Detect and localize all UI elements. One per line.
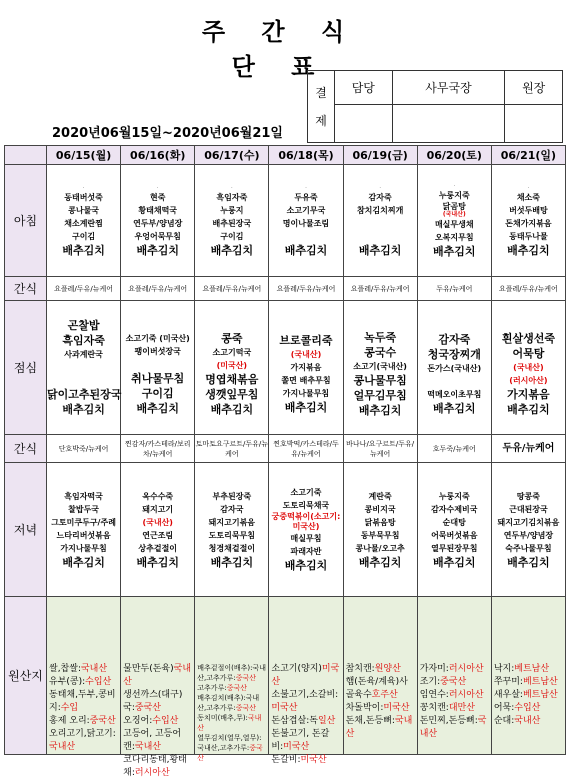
snack-cell: 호두죽/뉴케어 bbox=[417, 435, 491, 463]
approval-sign-2[interactable] bbox=[392, 105, 505, 143]
dinner-cell bbox=[269, 463, 343, 597]
origin-country: 러시아산 bbox=[134, 767, 170, 778]
origin-item: 어캔: bbox=[123, 728, 182, 752]
menu-item: 돈가스(국내산) bbox=[427, 364, 482, 373]
origin-item: 돈채,돈등뼈: bbox=[345, 715, 395, 726]
menu-item: 흰살생선죽 bbox=[501, 332, 555, 345]
origin-country: 미국산 bbox=[383, 702, 410, 713]
origin-item: 낙지: bbox=[493, 663, 515, 674]
menu-item: 배추김치 bbox=[136, 402, 179, 415]
menu-item: 곤찰밥 bbox=[67, 319, 100, 332]
dinner-cell bbox=[417, 463, 491, 597]
menu-item: 현죽 bbox=[149, 192, 166, 202]
menu-item: 연근조림 bbox=[142, 530, 174, 540]
origin-item: 물만두(돈육) bbox=[123, 663, 174, 674]
menu-item: 소고기(국내산) bbox=[353, 362, 407, 371]
menu-item: 구이김 bbox=[141, 387, 174, 400]
breakfast-cell: · 흑임자죽 누룽지 배추된장국 구이김 배추김치 bbox=[195, 165, 269, 277]
origin-item: 참치캔: bbox=[345, 663, 375, 674]
menu-item: 콩죽 bbox=[221, 332, 243, 345]
origin-note: (러시아산) bbox=[509, 376, 548, 385]
menu-item: 흑임자죽 bbox=[216, 192, 248, 202]
menu-item: 청경채겉절이 bbox=[208, 543, 256, 553]
snack2-row bbox=[5, 435, 566, 463]
origin-item: 갈비: bbox=[271, 728, 330, 752]
origin-note: (국내산) bbox=[442, 211, 466, 218]
origin-note: (미국산) bbox=[216, 361, 248, 370]
menu-item: 소고기떡국 bbox=[212, 348, 252, 357]
origin-item: 동치미(배추, bbox=[197, 713, 237, 722]
menu-item: 배추김치 bbox=[507, 403, 550, 416]
origin-list bbox=[492, 662, 565, 726]
menu-item: 돼지고기김치볶음 bbox=[497, 517, 560, 527]
origin-cell bbox=[121, 597, 195, 778]
origin-item: 사골육수 bbox=[345, 676, 408, 700]
menu-item: 소고기죽 bbox=[290, 488, 322, 497]
origin-country: 중국산 bbox=[134, 702, 161, 713]
menu-item: 도토리묵무침 bbox=[208, 530, 256, 540]
menu-item: 흑임자떡국 bbox=[64, 491, 103, 501]
origin-item: 꽁치캔: bbox=[419, 702, 449, 713]
menu-item: 숙주나물무침 bbox=[505, 543, 552, 553]
origin-country: 중국산 bbox=[440, 676, 467, 687]
origin-list bbox=[269, 662, 342, 765]
menu-item: 팽이버섯장국 bbox=[134, 347, 181, 356]
origin-country: 일산 bbox=[317, 715, 336, 726]
menu-item: 배추김치 bbox=[284, 401, 328, 414]
dinner-cell bbox=[121, 463, 195, 597]
meal-label-breakfast: 아침 bbox=[5, 165, 47, 277]
origin-country: 중국산 bbox=[89, 715, 116, 726]
page-title: 주 간 식 단 표 bbox=[201, 18, 359, 81]
menu-item bbox=[47, 361, 120, 374]
menu-item: 땅콩죽 bbox=[516, 491, 541, 501]
menu-item: 청국장찌개 bbox=[427, 348, 481, 361]
origin-item: 어묵: bbox=[493, 702, 515, 713]
origin-country: 러시아산 bbox=[448, 689, 484, 700]
menu-item bbox=[344, 317, 417, 330]
menu-item: 배추김치 bbox=[62, 555, 105, 569]
menu-item: 배추김치 bbox=[284, 243, 328, 257]
origin-cell bbox=[269, 597, 343, 765]
snack-cell: 요플레/두유/뉴케어 bbox=[343, 277, 417, 301]
menu-item: 닭이고추된장국 bbox=[47, 388, 122, 401]
menu-item: 닭볶음탕 bbox=[364, 517, 396, 527]
menu-item: 누룽지죽 bbox=[438, 491, 470, 501]
origin-item: 임연수: bbox=[419, 689, 449, 700]
snack-cell: 바나나/요구르트/두유/뉴케어 bbox=[343, 435, 417, 463]
day-header: 06/20(토) bbox=[417, 146, 491, 165]
menu-item: 동부묵무침 bbox=[360, 530, 400, 540]
origin-country: 베트남산 bbox=[522, 676, 558, 687]
origin-item: 돈갈비: bbox=[271, 754, 301, 765]
snack-cell: 요플레/두유/뉴케어 bbox=[121, 277, 195, 301]
menu-item: 명엽채볶음 bbox=[205, 373, 259, 386]
menu-item: 배추김치 bbox=[210, 243, 254, 257]
origin-list bbox=[344, 662, 417, 739]
menu-item: 돼지고기 bbox=[142, 504, 174, 514]
origin-country: 수입산 bbox=[85, 676, 112, 687]
menu-item: 콩나물/오고추 bbox=[355, 543, 405, 553]
dinner-cell bbox=[195, 463, 269, 597]
approval-sign-1[interactable] bbox=[335, 105, 393, 143]
origin-item: 오리고기,닭 bbox=[49, 728, 96, 739]
menu-item: 감자죽 bbox=[438, 333, 471, 346]
approval-label: 결 제 bbox=[308, 71, 335, 143]
menu-item bbox=[418, 375, 491, 388]
origin-country: 수입산 bbox=[152, 715, 179, 726]
menu-item: 근대된장국 bbox=[509, 504, 548, 514]
origin-item: 열무김치(열무,열무):국내산,고추가루: bbox=[197, 733, 262, 752]
origin-item: 고등어, 고등 bbox=[123, 728, 173, 739]
menu-item: 버섯두배탕 bbox=[509, 205, 548, 215]
approval-box bbox=[307, 70, 563, 143]
menu-item: 어묵탕 bbox=[512, 347, 545, 360]
origin-list bbox=[418, 662, 491, 739]
origin-country: 국내산 bbox=[123, 663, 192, 687]
origin-item: 차돌박이: bbox=[345, 702, 384, 713]
origin-item: 콩비지: bbox=[49, 689, 116, 713]
menu-item: 배추김치 bbox=[136, 243, 179, 257]
day-header: 06/17(수) bbox=[195, 146, 269, 165]
origin-country: 중국산 bbox=[235, 673, 256, 682]
menu-item bbox=[269, 230, 342, 243]
origin-item: 무): bbox=[236, 713, 248, 722]
origin-country: 미국산 bbox=[283, 741, 310, 752]
menu-item: 배추김치 bbox=[507, 243, 550, 257]
origin-country: 국내산 bbox=[419, 715, 487, 739]
snack-cell: 요플레/두유/뉴케어 bbox=[269, 277, 343, 301]
menu-item: 연두부/양념장 bbox=[503, 530, 554, 540]
snack-cell: 단호박죽/뉴케어 bbox=[47, 435, 121, 463]
day-header: 06/21(일) bbox=[491, 146, 565, 165]
menu-item bbox=[121, 358, 194, 371]
origin-item: 동태채,두부, bbox=[49, 689, 99, 700]
day-header: 06/19(금) bbox=[343, 146, 417, 165]
menu-item: 연두부/양념장 bbox=[133, 218, 183, 228]
menu-item: 동태두나물 bbox=[509, 231, 548, 241]
menu-item: 파래자반 bbox=[290, 547, 322, 556]
origin-item: 돈민찌,돈등뼈: bbox=[419, 715, 478, 726]
origin-country: 미국산 bbox=[300, 754, 327, 765]
meal-label-dinner: 저녁 bbox=[5, 463, 47, 597]
origin-item: 돈불고기, 돈 bbox=[271, 728, 321, 739]
origin-row bbox=[5, 597, 566, 755]
lunch-row bbox=[5, 301, 566, 435]
menu-item: 동태버섯죽 bbox=[64, 192, 103, 202]
menu-item: 돼지고기볶음 bbox=[208, 517, 256, 527]
meal-label-snack: 간식 bbox=[5, 277, 47, 301]
origin-country: 베트남산 bbox=[514, 663, 550, 674]
menu-item bbox=[344, 230, 417, 243]
menu-item: 매실무생채 bbox=[434, 220, 474, 229]
origin-note: (국내산) bbox=[513, 363, 544, 372]
menu-item: 우엉어묵무침 bbox=[134, 231, 181, 241]
breakfast-row bbox=[5, 165, 566, 277]
menu-item: 누룽지죽 bbox=[438, 191, 470, 200]
menu-item: 배추김치 bbox=[136, 555, 179, 569]
origin-country: 수입 bbox=[60, 702, 79, 713]
corner bbox=[5, 146, 47, 165]
snack-cell: 두유/뉴케어 bbox=[491, 435, 565, 463]
menu-item: 닭곰탕 bbox=[442, 202, 466, 211]
menu-item: 구이김 bbox=[71, 231, 96, 241]
origin-item: 갈비: bbox=[317, 689, 339, 700]
menu-item: 가지나물무침 bbox=[282, 389, 330, 398]
menu-item: 순대탕 bbox=[442, 517, 466, 527]
menu-item: 배추김치 bbox=[433, 245, 476, 258]
lunch-cell bbox=[195, 301, 269, 435]
menu-item: 구이김 bbox=[220, 231, 244, 241]
snack-cell: 요플레/두유/뉴케어 bbox=[47, 277, 121, 301]
origin-list bbox=[121, 662, 194, 778]
menu-item: 황태채떡국 bbox=[138, 205, 178, 215]
lunch-cell bbox=[121, 301, 195, 435]
origin-item: 배추김치(배추):국내산,고추가루: bbox=[197, 693, 260, 712]
origin-note: (국내산) bbox=[290, 350, 322, 359]
menu-item bbox=[418, 319, 491, 332]
menu-item: 배추김치 bbox=[507, 555, 550, 569]
meal-label-origin: 원산지 bbox=[5, 597, 47, 755]
approval-col-3: 원장 bbox=[505, 71, 563, 105]
origin-item: 코다리동태,황 bbox=[123, 754, 179, 765]
menu-item: 그토미쿠두구/주례 bbox=[51, 517, 116, 527]
menu-item: 배추김치 bbox=[358, 243, 402, 257]
menu-item: 콩비지국 bbox=[364, 504, 396, 514]
origin-country: 원양산 bbox=[374, 663, 401, 674]
menu-item: 배추김치 bbox=[433, 555, 476, 569]
approval-col-1: 담당 bbox=[335, 71, 393, 105]
menu-item: 배추김치 bbox=[284, 559, 328, 572]
menu-item: 감자죽 bbox=[368, 192, 392, 202]
approval-sign-3[interactable] bbox=[505, 105, 563, 143]
menu-item: 배추김치 bbox=[210, 403, 254, 416]
menu-item bbox=[492, 318, 565, 331]
menu-item: 브로콜리죽 bbox=[279, 334, 333, 347]
origin-item: 홍제 오리: bbox=[49, 715, 90, 726]
breakfast-cell: · 누룽지죽 닭곰탕 (국내산) 매실무생채 오복지무침 배추김치 bbox=[417, 165, 491, 277]
menu-item: 배추김치 bbox=[210, 555, 254, 569]
origin-country: 미국산 bbox=[271, 702, 298, 713]
lunch-cell bbox=[269, 301, 343, 435]
menu-item: 부추된장죽 bbox=[212, 491, 252, 501]
menu-item: 상추겉절이 bbox=[138, 543, 178, 553]
origin-list bbox=[47, 662, 120, 752]
origin-country: 국내산 bbox=[514, 715, 541, 726]
menu-item: 열무된장무침 bbox=[431, 543, 478, 553]
origin-item: 생선까스(대 bbox=[123, 689, 171, 700]
menu-item: 가지볶음 bbox=[507, 388, 550, 401]
origin-country: 국내산 bbox=[49, 741, 76, 752]
breakfast-cell: · 두유죽 소고기무국 명이나물조림 배추김치 bbox=[269, 165, 343, 277]
origin-country: 국내산 bbox=[80, 663, 108, 674]
origin-item: 유부(콩): bbox=[49, 676, 86, 687]
origin-cell bbox=[417, 597, 491, 755]
menu-item: 콩나물무침 bbox=[353, 374, 407, 387]
menu-item: 계란죽 bbox=[368, 491, 392, 501]
origin-item: 가자미: bbox=[419, 663, 449, 674]
origin-item: 돈삼겹살:독 bbox=[271, 715, 318, 726]
origin-item: 소불고기,소 bbox=[271, 689, 318, 700]
origin-item: 태채: bbox=[123, 754, 187, 778]
menu-item: 떡메오이초무침 bbox=[427, 390, 482, 399]
dinner-cell bbox=[47, 463, 121, 597]
day-header: 06/18(목) bbox=[269, 146, 343, 165]
menu-item bbox=[344, 217, 417, 230]
origin-item: 구)국: bbox=[123, 689, 183, 713]
menu-item: 가지나물무침 bbox=[60, 543, 107, 553]
snack-cell: 두유/뉴케어 bbox=[417, 277, 491, 301]
snack1-row bbox=[5, 277, 566, 301]
day-header-row bbox=[5, 146, 566, 165]
menu-item: 누룽지 bbox=[220, 205, 244, 215]
menu-item: 콩나물국 bbox=[68, 205, 100, 215]
dinner-cell bbox=[491, 463, 565, 597]
breakfast-cell: · 현죽 황태채떡국 연두부/양념장 우엉어묵무침 배추김치 bbox=[121, 165, 195, 277]
menu-item: 참치김치찌개 bbox=[356, 205, 404, 215]
menu-item: 배추김치 bbox=[358, 555, 402, 569]
lunch-cell bbox=[417, 301, 491, 435]
origin-country: 베트남산 bbox=[522, 689, 558, 700]
origin-country: 중국산 bbox=[235, 703, 256, 712]
snack-cell: 찐호박떡/카스테라/두유/뉴케어 bbox=[269, 435, 343, 463]
menu-item: 두유죽 bbox=[294, 192, 318, 202]
breakfast-cell: · 동태버섯죽 콩나물국 채소계란찜 구이김 배추김치 bbox=[47, 165, 121, 277]
origin-cell bbox=[195, 597, 269, 762]
menu-item: 흑임자죽 bbox=[62, 334, 105, 347]
origin-item: 고추가루: bbox=[197, 683, 227, 692]
snack-cell: 요플레/두유/뉴케어 bbox=[195, 277, 269, 301]
menu-item: 감자국 bbox=[220, 504, 244, 514]
menu-item: 소고기죽 (미국산) bbox=[125, 334, 190, 343]
menu-item: 콩국수 bbox=[364, 346, 397, 359]
menu-item: 느타리버섯볶음 bbox=[56, 530, 111, 540]
menu-item: 취나물무침 bbox=[131, 372, 185, 385]
menu-item bbox=[121, 319, 194, 332]
dinner-cell bbox=[343, 463, 417, 597]
menu-item: 가지볶음 bbox=[290, 363, 322, 372]
menu-item: 찰밥두국 bbox=[68, 504, 100, 514]
origin-item: 새우살: bbox=[493, 689, 523, 700]
day-header: 06/16(화) bbox=[121, 146, 195, 165]
snack-cell: 토마토요구르트/두유/뉴케어 bbox=[195, 435, 269, 463]
lunch-cell bbox=[343, 301, 417, 435]
menu-item: 감자수제비국 bbox=[431, 504, 478, 514]
menu-item: 얼무김무침 bbox=[353, 389, 407, 402]
origin-country: 국내산 bbox=[134, 741, 161, 752]
menu-item: 배추된장국 bbox=[212, 218, 252, 228]
menu-item: 오복지무침 bbox=[434, 233, 474, 242]
origin-item: 오징어: bbox=[123, 715, 153, 726]
menu-item: 채소계란찜 bbox=[64, 218, 103, 228]
origin-item: 소고기(양지) bbox=[271, 663, 322, 674]
menu-item: 돈채가지볶음 bbox=[505, 218, 552, 228]
origin-item: 순대: bbox=[493, 715, 515, 726]
origin-country: 국내산 bbox=[197, 713, 262, 732]
dinner-row bbox=[5, 463, 566, 597]
menu-item: 녹두죽 bbox=[364, 331, 397, 344]
menu-item: 배추김치 bbox=[62, 243, 105, 257]
menu-item: 배추김치 bbox=[358, 404, 402, 417]
menu-item: 도토리묵채국 bbox=[282, 501, 330, 510]
lunch-cell bbox=[47, 301, 121, 435]
menu-item: 생깻잎무침 bbox=[205, 388, 259, 401]
menu-item: 쫄면 배추무침 bbox=[281, 376, 331, 385]
meal-label-lunch: 점심 bbox=[5, 301, 47, 435]
origin-item: 쭈꾸미: bbox=[493, 676, 523, 687]
menu-item: 배추김치 bbox=[433, 402, 476, 415]
origin-country: 중국산 bbox=[197, 743, 263, 762]
origin-country: 중국산 bbox=[226, 683, 247, 692]
lunch-cell bbox=[491, 301, 565, 435]
approval-col-2: 사무국장 bbox=[392, 71, 505, 105]
origin-item: 조기: bbox=[419, 676, 441, 687]
menu-item: 사과계란국 bbox=[64, 350, 103, 359]
origin-cell bbox=[343, 597, 417, 755]
menu-item: 옥수수죽 bbox=[142, 491, 174, 501]
date-range: 2020년06월15일~2020년06월21일 bbox=[52, 126, 283, 141]
menu-item bbox=[195, 318, 268, 331]
origin-item: 배추겉절이(배추):국내산,고추가루: bbox=[197, 663, 266, 682]
origin-list bbox=[195, 662, 268, 762]
breakfast-cell: · 감자죽 참치김치찌개 배추김치 bbox=[343, 165, 417, 277]
menu-item: 채소죽 bbox=[516, 192, 541, 202]
origin-country: 대만산 bbox=[448, 702, 475, 713]
menu-item: 소고기무국 bbox=[286, 205, 326, 215]
menu-item bbox=[269, 320, 342, 333]
snack-cell: 요플레/두유/뉴케어 bbox=[491, 277, 565, 301]
origin-country: 호주산 bbox=[371, 689, 398, 700]
origin-item: 쌀,찹쌀: bbox=[49, 663, 81, 674]
origin-item: 고기: bbox=[95, 728, 116, 739]
meal-label-snack: 간식 bbox=[5, 435, 47, 463]
menu-item bbox=[47, 374, 120, 387]
origin-item: 육) bbox=[386, 676, 400, 687]
menu-table bbox=[4, 145, 566, 778]
origin-note: (국내산) bbox=[142, 517, 173, 527]
origin-cell bbox=[491, 597, 565, 755]
menu-item: 매실무침 bbox=[290, 534, 322, 543]
origin-item: 햄(돈육/계 bbox=[345, 676, 387, 687]
origin-country: 러시아산 bbox=[448, 663, 484, 674]
origin-cell bbox=[47, 597, 121, 755]
day-header: 06/15(월) bbox=[47, 146, 121, 165]
snack-cell: 찐감자/카스테라/보리차/뉴케어 bbox=[121, 435, 195, 463]
breakfast-cell: · 채소죽 버섯두배탕 돈채가지볶음 동태두나물 배추김치 bbox=[491, 165, 565, 277]
menu-item: 궁중떡볶이(소고기:미국산) bbox=[271, 512, 341, 531]
origin-country: 국내산 bbox=[345, 715, 413, 739]
menu-item: 배추김치 bbox=[62, 403, 105, 416]
origin-country: 미국산 bbox=[271, 663, 340, 687]
menu-item: 어묵버섯볶음 bbox=[431, 530, 478, 540]
origin-country: 수입산 bbox=[514, 702, 541, 713]
menu-item: 명이나물조림 bbox=[282, 218, 330, 228]
